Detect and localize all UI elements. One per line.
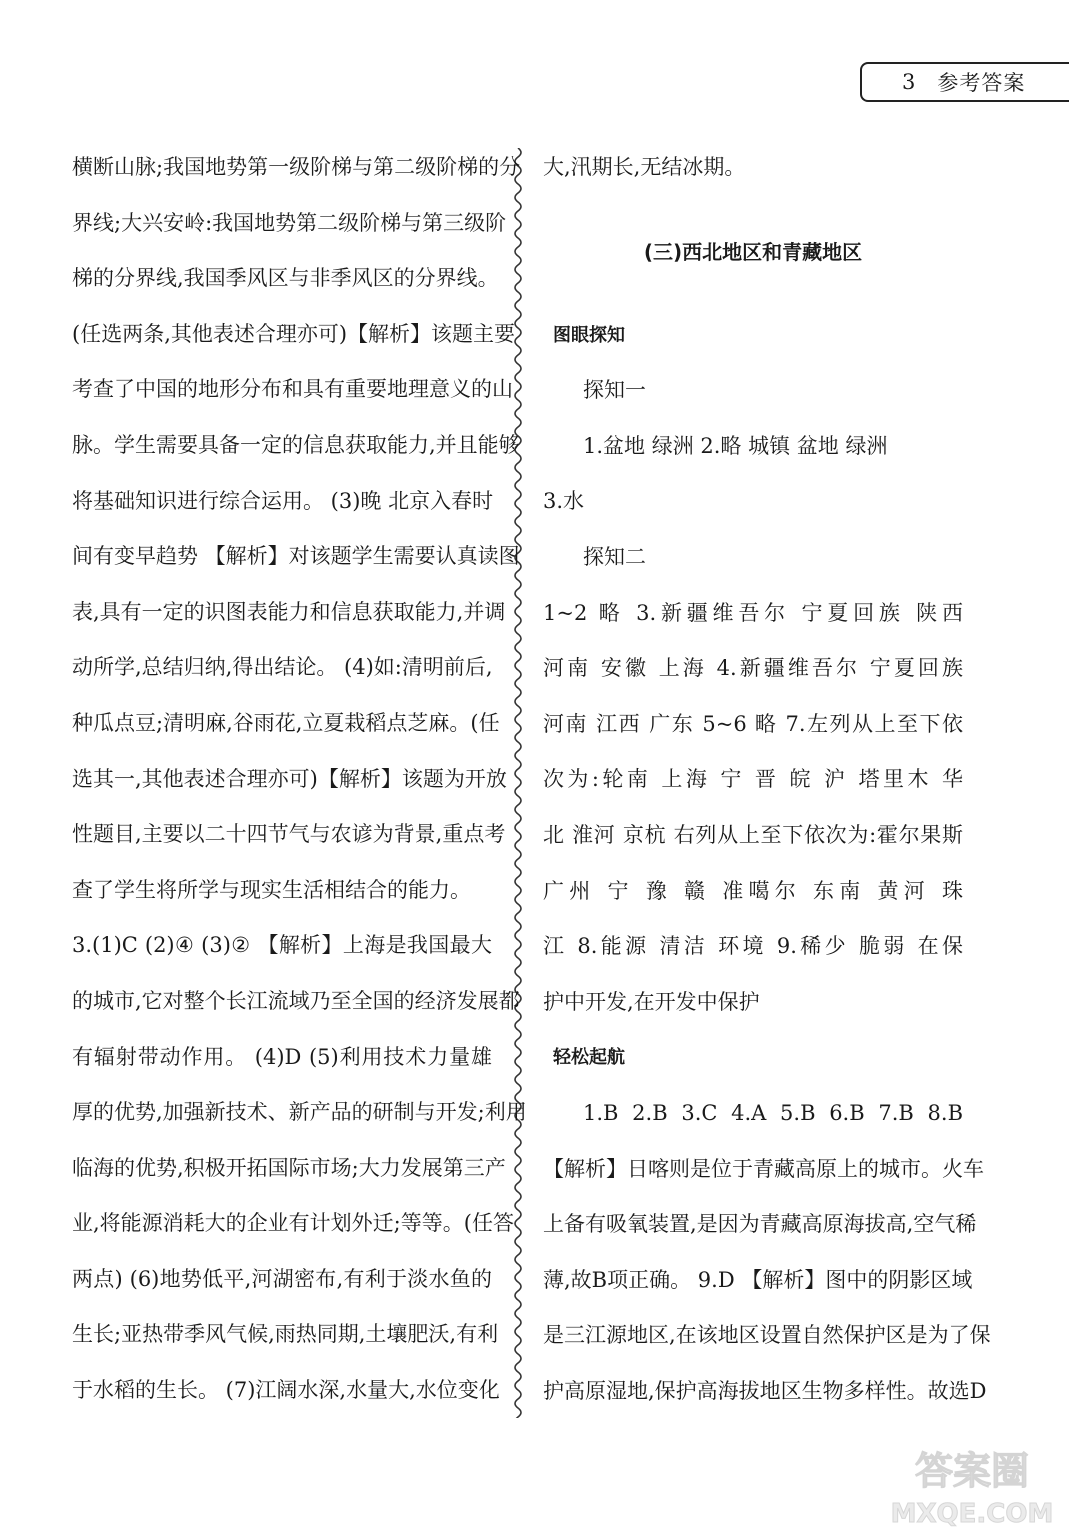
text-line: 横断山脉;我国地势第一级阶梯与第二级阶梯的分 [72, 155, 521, 179]
text-line: 间有变早趋势 【解析】对该题学生需要认真读图 [72, 544, 520, 569]
explore-label: 探知二 [583, 544, 646, 569]
text-line: 河南 安徽 上海 4.新疆维吾尔 宁夏回族 [543, 656, 963, 681]
text-line: 梯的分界线,我国季风区与非季风区的分界线。 [72, 266, 499, 291]
text-line: 有辐射带动作用。 (4)D (5)利用技术力量雄 [72, 1044, 492, 1069]
page-header [860, 62, 1069, 102]
text-line: 护中开发,在开发中保护 [543, 989, 760, 1014]
text-line: 广州 宁 豫 赣 准噶尔 东南 黄河 珠 [543, 878, 963, 903]
text-line: 3.(1)C (2)④ (3)② 【解析】上海是我国最大 [72, 933, 492, 958]
text-line: 将基础知识进行综合运用。 (3)晚 北京入春时 [72, 488, 494, 513]
text-line: 薄,故B项正确。 9.D 【解析】图中的阴影区域 [543, 1267, 973, 1292]
text-line: 种瓜点豆;清明麻,谷雨花,立夏栽稻点芝麻。(任 [72, 710, 500, 735]
watermark-brand: 答案圈 [914, 1449, 1030, 1493]
section-title: (三)西北地区和青藏地区 [643, 239, 863, 264]
text-line: 业,将能源消耗大的企业有计划外迁;等等。(任答 [72, 1211, 514, 1236]
text-line: 厚的优势,加强新技术、新产品的研制与开发;利用 [72, 1100, 527, 1125]
text-line: 于水稻的生长。 (7)江阔水深,水量大,水位变化 [72, 1378, 500, 1403]
text-line: 性题目,主要以二十四节气与农谚为背景,重点考 [72, 822, 506, 847]
text-line: 1.盆地 绿洲 2.略 城镇 盆地 绿洲 [583, 433, 888, 458]
header-title: 参考答案 [937, 71, 1026, 95]
text-line: 查了学生将所学与现实生活相结合的能力。 [72, 877, 471, 902]
text-line: 1~2 略 3.新疆维吾尔 宁夏回族 陕西 [543, 600, 963, 625]
text-line: 两点) (6)地势低平,河湖密布,有利于淡水鱼的 [72, 1266, 492, 1291]
text-line: 是三江源地区,在该地区设置自然保护区是为了保 [543, 1323, 991, 1348]
text-line: 北 淮河 京杭 右列从上至下依次为:霍尔果斯 [543, 822, 963, 847]
text-line: 【解析】日喀则是位于青藏高原上的城市。火车 [543, 1156, 984, 1181]
text-line: 上备有吸氧装置,是因为青藏高原海拔高,空气稀 [543, 1212, 977, 1237]
text-line: 江 8.能源 清洁 环境 9.稀少 脆弱 在保 [543, 934, 963, 959]
text-line: 的城市,它对整个长江流域乃至全国的经济发展都 [72, 988, 520, 1013]
subhead-tuyan-tanzhi: 图眼探知 [553, 324, 625, 346]
text-line: 生长;亚热带季风气候,雨热同期,土壤肥沃,有利 [72, 1322, 499, 1347]
watermark-logo [887, 1440, 1057, 1530]
text-line: 河南 江西 广东 5~6 略 7.左列从上至下依 [543, 711, 963, 736]
text-line: 动所学,总结归纳,得出结论。 (4)如:清明前后, [72, 655, 493, 680]
text-line: 护高原湿地,保护高海拔地区生物多样性。故选D [543, 1378, 987, 1403]
text-line: 表,具有一定的识图表能力和信息获取能力,并调 [72, 599, 506, 624]
explore-label: 探知一 [583, 378, 646, 403]
text-line: 3.水 [543, 489, 585, 514]
text-line: 大,汛期长,无结冰期。 [543, 155, 746, 179]
left-column [72, 140, 527, 1419]
page-number: 3 [902, 70, 916, 94]
answers-line: 1.B 2.B 3.C 4.A 5.B 6.B 7.B 8.B [583, 1100, 963, 1125]
text-line: 界线;大兴安岭:我国地势第二级阶梯与第三级阶 [72, 210, 507, 235]
text-line: 选其一,其他表述合理亦可)【解析】该题为开放 [72, 766, 507, 791]
text-line: 脉。学生需要具备一定的信息获取能力,并且能够 [72, 432, 520, 457]
right-column [543, 140, 991, 1419]
text-line: 临海的优势,积极开拓国际市场;大力发展第三产 [72, 1155, 506, 1180]
watermark-url: MXQE.COM [890, 1499, 1054, 1529]
text-line: 考查了中国的地形分布和具有重要地理意义的山 [72, 377, 513, 402]
subhead-qingsong-qihang: 轻松起航 [553, 1047, 625, 1069]
text-line: (任选两条,其他表述合理亦可)【解析】该题主要 [72, 321, 516, 346]
text-line: 次为:轮南 上海 宁 晋 皖 沪 塔里木 华 [543, 767, 963, 792]
